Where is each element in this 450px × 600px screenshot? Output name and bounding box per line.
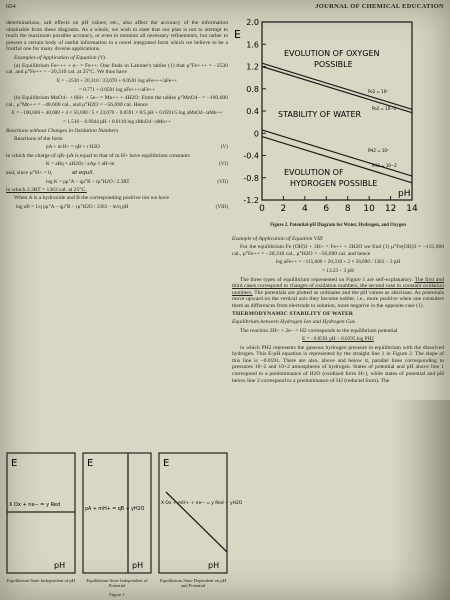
mini-panel-2-equation: pA + mH+ = qB + yH2O — [85, 507, 145, 512]
mini-panel-1-ph: pH — [54, 561, 66, 570]
page-header — [6, 3, 444, 13]
right-column — [232, 236, 444, 596]
x-tick-label: 2 — [280, 204, 287, 214]
equation-fe-1: log aFe++ = −115,660 + 20,310 + 2 × 56,690 / 1363 − 3 pH — [275, 259, 401, 266]
y-tick-label: -0.4 — [243, 151, 259, 161]
ph2-label-1: PH2 = 10² — [368, 148, 389, 153]
x-tick-label: 4 — [301, 204, 308, 214]
mini-panel-3-caption: Equilibrium State Dependent on pH and Potential — [159, 578, 227, 589]
x-axis-label: pH — [398, 189, 411, 199]
mini-panel-1 — [6, 452, 76, 583]
example-a-paragraph: (a) Equilibrium Fe+++ + e− = Fe++: One finds in Latimer's tables (1) that μ°Fe+++ = −2530 cal. and μ°Fe++ = −20,310 cal. at 25°C. We thus have — [6, 62, 228, 76]
ph2-label-2: PH2 = 10−2 — [372, 163, 397, 168]
y-tick-label: 0.8 — [246, 84, 259, 94]
reactions-paragraph-2 — [6, 170, 228, 177]
water-stability-heading: THERMODYNAMIC STABILITY OF WATER — [232, 311, 354, 318]
mini-panel-1-plot — [6, 452, 76, 574]
figure-1-label: Figure 1 — [109, 592, 125, 597]
po2-label-2: Po2 = 10−2 — [372, 106, 397, 111]
reactions-paragraph-4: When A is a hydroxide and B the corresponding positive ion we have — [14, 195, 170, 202]
equation-b2: = 1.516 − 0.0944 pH + 0.0118 log aMnO4−/aMn++ — [63, 118, 171, 125]
mini-panel-3-ph: pH — [208, 561, 220, 570]
handwritten-at: at — [71, 170, 78, 177]
x-axis-ticks — [259, 196, 418, 214]
example-viii-heading: Example of Application of Equation VIII — [232, 236, 323, 242]
y-axis-label: E — [234, 28, 241, 41]
equation-vii-row — [6, 179, 228, 186]
equation-vii-number: (VII) — [217, 178, 228, 185]
intro-paragraph: determinations, salt effects on pH values, etc., also affect the accuracy of the information obtainable from these diagrams. As a whole, we wish to state that our plan is not to attempt to reach the maximum possible accuracy, or even to mention all necessary refinements, but rather to present a certain body of useful information in a novel integrated form which we believe to be a fruitful one for many diverse applications. — [6, 20, 228, 53]
y-tick-label: 0 — [253, 129, 259, 139]
mini-panel-3-plot — [158, 452, 243, 574]
mini-panel-1-equation: X Ox + ne− = y Red — [9, 502, 61, 508]
types-paragraph-underlined: The first and third cases correspond to changes of oxidation numbers, the second case to constant oxidation numbers. — [232, 276, 444, 296]
example-viii-paragraph: For the equilibrium Fe (OH)3 + 3H+ = Fe++ + 2H2O we find (1) μ°Fe(OH)3 = −115,660 cal., μ°Fe++ = −20,310 cal., μ°H2O = −56,690 cal. and hence — [232, 244, 444, 257]
mini-panel-1-e: E — [11, 458, 18, 469]
equation-v-row — [6, 144, 228, 151]
mini-panel-2-plot — [82, 452, 152, 574]
hydrogen-paragraph-1: The reaction 2H+ + 2e− = H2 corresponds to the equilibrium potential — [240, 327, 398, 334]
region-oxygen-label: EVOLUTION OF OXYGEN — [284, 49, 380, 58]
equation-a2: = 0.771 + 0.0591 log aFe+++/aFe++ — [79, 86, 155, 93]
mini-panel-1-frame — [7, 453, 75, 573]
equation-vi-row — [6, 161, 228, 168]
region-hydrogen-label: EVOLUTION OF — [284, 168, 344, 177]
x-tick-label: 6 — [323, 204, 330, 214]
figure-2-caption: Figure 2. Potential-pH Diagram for Water, Hydrogen, and Oxygen — [270, 223, 406, 228]
section-heading-reactions: Reactions without Changes in Oxidation Numbers — [6, 127, 119, 134]
region-oxygen-label-2: POSSIBLE — [314, 60, 353, 69]
types-paragraph-c: The potentials are plotted as ordinates and the pH values as abscissas. As potentials move upward on the vertical axis they become nobler, i.e., more positive when one considers them as differences from electrode to solution, more negative in the opposite case (1). — [232, 289, 444, 309]
x-tick-label: 14 — [406, 204, 418, 214]
equation-vii: log K = pμ°A − qμ°B − rμ°H2O / 2.3RT — [46, 178, 130, 185]
types-paragraph — [232, 277, 444, 310]
reactions-paragraph-1: in which the charge of qB−pA is equal to that of m H+ have equilibrium constants — [6, 152, 190, 159]
y-tick-label: 0.4 — [246, 107, 259, 116]
equation-viii: log aB = 1/q pμ°A − qμ°B − rμ°H2O / 1363 − m/q pH — [16, 204, 129, 211]
x-tick-label: 12 — [384, 204, 397, 214]
reactions-paragraph-2-text: and, since μ°H+ = 0, — [6, 170, 53, 177]
equation-viii-number: (VIII) — [215, 204, 228, 211]
y-tick-label: -0.8 — [243, 173, 259, 183]
page-number: 604 — [6, 3, 16, 10]
x-tick-label: 0 — [259, 204, 265, 214]
reactions-paragraph-3: in which 2.3RT = 1363 cal. at 25°C. — [6, 187, 87, 194]
equation-a1: E = −2530 + 20,310 / 23,070 + 0.0591 log aFe+++/aFe++ — [56, 77, 178, 84]
mini-panel-2-frame — [83, 453, 151, 573]
figure-2-chart — [232, 18, 444, 223]
equation-hydrogen: E = −0.0591 pH − 0.0295 log PH2 — [302, 336, 374, 343]
mini-panel-1-caption: Equilibrium State Independent of pH — [6, 578, 76, 583]
series-line-1 — [262, 63, 412, 109]
hydrogen-paragraph-2: in which PH2 represents the gaseous hydrogen pressure in equilibrium with the dissolved hydrogen. This E-pH equation is represented by the straight line 1 in Figure 2. The slope of this line is −0.0591. There are also, above and below it, parallel lines corresponding to pressures 10−2 and 10+2 atmospheres of hydrogen. States of potential and pH above line 1 correspond to a predominance of H2O (oxidized form H+), while states of potential and pH below line 2 correspond to a predominance of H2 (reduced form). The — [232, 344, 444, 384]
figure-1-panels — [6, 452, 243, 598]
journal-title: JOURNAL OF CHEMICAL EDUCATION — [315, 3, 444, 10]
x-tick-label: 8 — [344, 204, 351, 214]
equation-viii-row — [6, 204, 228, 211]
equation-b1: E = −100,600 + 48,600 + 4 × 56,690 / 5 × 23,070 − 0.0591 × 8/5 pH + 0.0591/5 log aMnO4−/aMn++ — [11, 110, 223, 117]
mini-panel-3-frame — [159, 453, 227, 573]
equation-v: pA + m H+ = qB + r H2O — [46, 144, 100, 151]
equation-vi: K = aBq × aH2Or / aAp × aH+m — [46, 161, 115, 168]
equation-fe-2: = 13.23 − 3 pH — [322, 267, 354, 274]
y-tick-label: 2.0 — [246, 18, 259, 27]
y-tick-label: -1.2 — [243, 196, 259, 205]
mini-panel-3 — [158, 452, 243, 589]
section-heading-equation-v: Examples of Application of Equation (V) — [14, 54, 106, 61]
reactions-intro: Reactions of the form — [14, 135, 63, 142]
handwritten-equil: equil. — [78, 170, 95, 177]
y-tick-label: 1.6 — [246, 40, 259, 50]
example-b-paragraph: (b) Equilibrium MnO4− + 8H+ + 5e− = Mn++ + 4H2O: From the tables μ°MnO4− = −100,600 cal., μ°Mn++ = −48,600 cal., and μ°H2O = −56,690 cal. Hence — [6, 95, 228, 108]
mini-panel-3-equation: X Ox + mH+ + ne− = y Red + yH2O — [161, 501, 243, 506]
hydrogen-subheading: Equilibrium between Hydrogen Ion and Hydrogen Gas — [232, 319, 355, 326]
mini-panel-3-e: E — [163, 458, 170, 469]
left-column — [6, 20, 228, 430]
equation-v-number: (V) — [220, 144, 228, 151]
equation-vi-number: (VI) — [219, 161, 228, 168]
mini-panel-2-caption: Equilibrium State Independent of Potential — [86, 578, 148, 589]
figure-2 — [232, 18, 444, 223]
types-paragraph-a: The three types of equilibrium represented on Figure 1 are self-explanatory. — [240, 276, 414, 283]
x-tick-label: 10 — [363, 204, 375, 214]
region-hydrogen-label-2: HYDROGEN POSSIBLE — [290, 179, 378, 188]
po2-label-1: Po2 = 10² — [368, 89, 388, 94]
mini-panel-2-e: E — [87, 458, 94, 469]
region-stability-label: STABILITY OF WATER — [278, 110, 362, 119]
mini-panel-2-ph: pH — [132, 561, 144, 570]
y-tick-label: 1.2 — [246, 62, 259, 72]
mini-panel-2 — [82, 452, 152, 589]
